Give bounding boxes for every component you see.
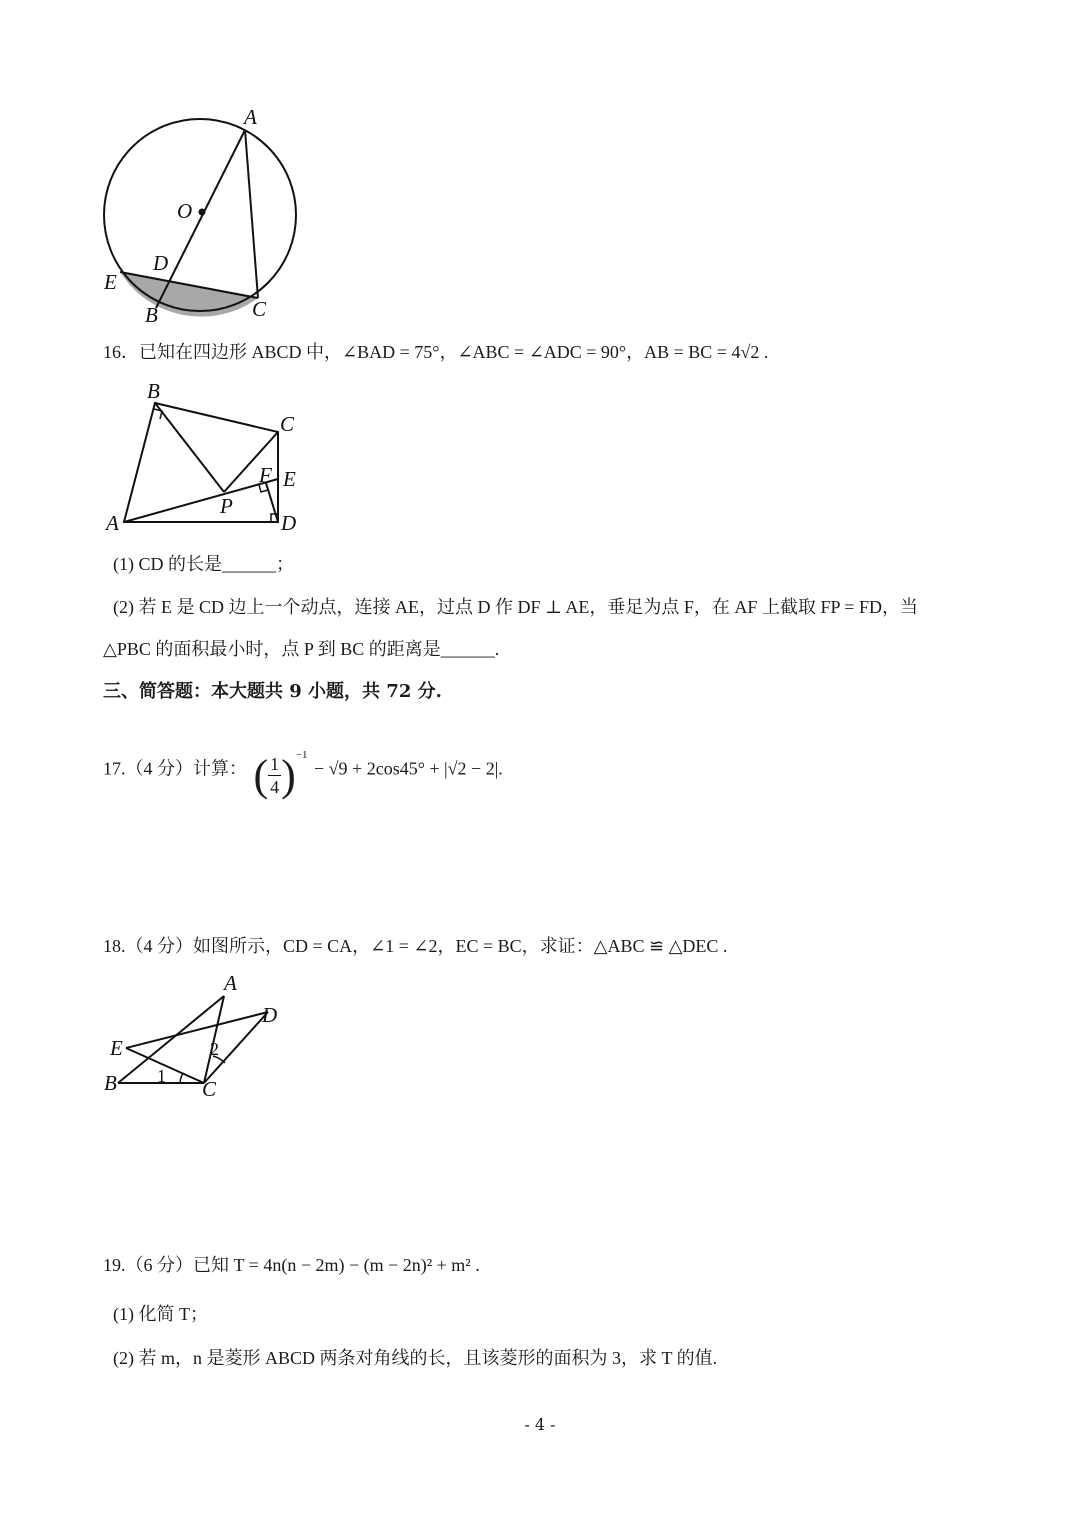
label-a: A	[106, 511, 119, 535]
q17-rest: − √9 + 2cos45° + |√2 − 2|.	[314, 758, 503, 779]
angle-label-1: 1	[157, 1066, 166, 1086]
label-b: B	[147, 379, 160, 403]
q19-stem: 19.（6 分）已知 T = 4n(n − 2m) − (m − 2n)² + m² .	[103, 1255, 480, 1275]
q18-stem: 18.（4 分）如图所示，CD = CA，∠1 = ∠2，EC = BC，求证：△ABC ≌ △DEC .	[103, 936, 728, 956]
segment-df	[266, 483, 278, 522]
page-number: - 4 -	[524, 1415, 556, 1434]
label-c: C	[202, 1077, 217, 1101]
label-a: A	[244, 105, 257, 129]
center-dot	[199, 209, 206, 216]
label-f: F	[259, 463, 272, 487]
q17-prefix: 17.（4 分）计算：	[103, 758, 247, 779]
figure-q16	[100, 378, 315, 538]
label-d: D	[281, 511, 297, 535]
label-o: O	[177, 199, 193, 223]
angle-arc-1	[180, 1073, 183, 1083]
q19-part1: (1) 化简 T；	[113, 1304, 208, 1324]
label-c: C	[280, 412, 295, 436]
q17-expression: 17.（4 分）计算： ( $\frac{1}{4}$ )$^{-1}$ − √9 + 2cos45° + |√2 − 2|.	[103, 749, 503, 800]
q16-part2-line2: △PBC 的面积最小时，点 P 到 BC 的距离是______.	[103, 639, 500, 659]
q16-stem: 16．已知在四边形 ABCD 中，∠BAD = 75°，∠ABC = ∠ADC = 90°，AB = BC = 4√2 .	[103, 342, 769, 362]
chord-ac	[245, 130, 258, 298]
circle-o	[104, 119, 296, 311]
label-e: E	[283, 467, 296, 491]
q17-frac-numerator: 1	[270, 754, 280, 775]
angle-label-2: 2	[210, 1039, 219, 1059]
label-b: B	[104, 1071, 117, 1095]
segment-ae	[124, 479, 278, 522]
label-e: E	[104, 270, 117, 294]
right-angle-b	[154, 409, 162, 419]
q16-part1: (1) CD 的长是______；	[113, 554, 294, 574]
figure-q18	[100, 972, 300, 1102]
segment-ba	[118, 996, 224, 1083]
q17-exponent: −1	[295, 749, 308, 761]
label-b: B	[145, 303, 158, 327]
label-e: E	[110, 1036, 123, 1060]
label-d: D	[153, 251, 169, 275]
label-a: A	[224, 972, 237, 995]
figure-q15	[98, 100, 308, 330]
q19-part2: (2) 若 m，n 是菱形 ABCD 两条对角线的长，且该菱形的面积为 3，求 T 的值.	[113, 1348, 718, 1368]
section-heading: 三、简答题：本大题共 9 小题，共 72 分.	[103, 681, 442, 702]
label-d: D	[262, 1003, 278, 1027]
label-p: P	[220, 494, 233, 518]
q17-frac-denominator: 4	[270, 777, 280, 798]
q16-part2-line1: (2) 若 E 是 CD 边上一个动点，连接 AE，过点 D 作 DF ⊥ AE，垂足为点 F，在 AF 上截取 FP = FD，当	[113, 597, 918, 617]
label-c: C	[252, 297, 267, 321]
